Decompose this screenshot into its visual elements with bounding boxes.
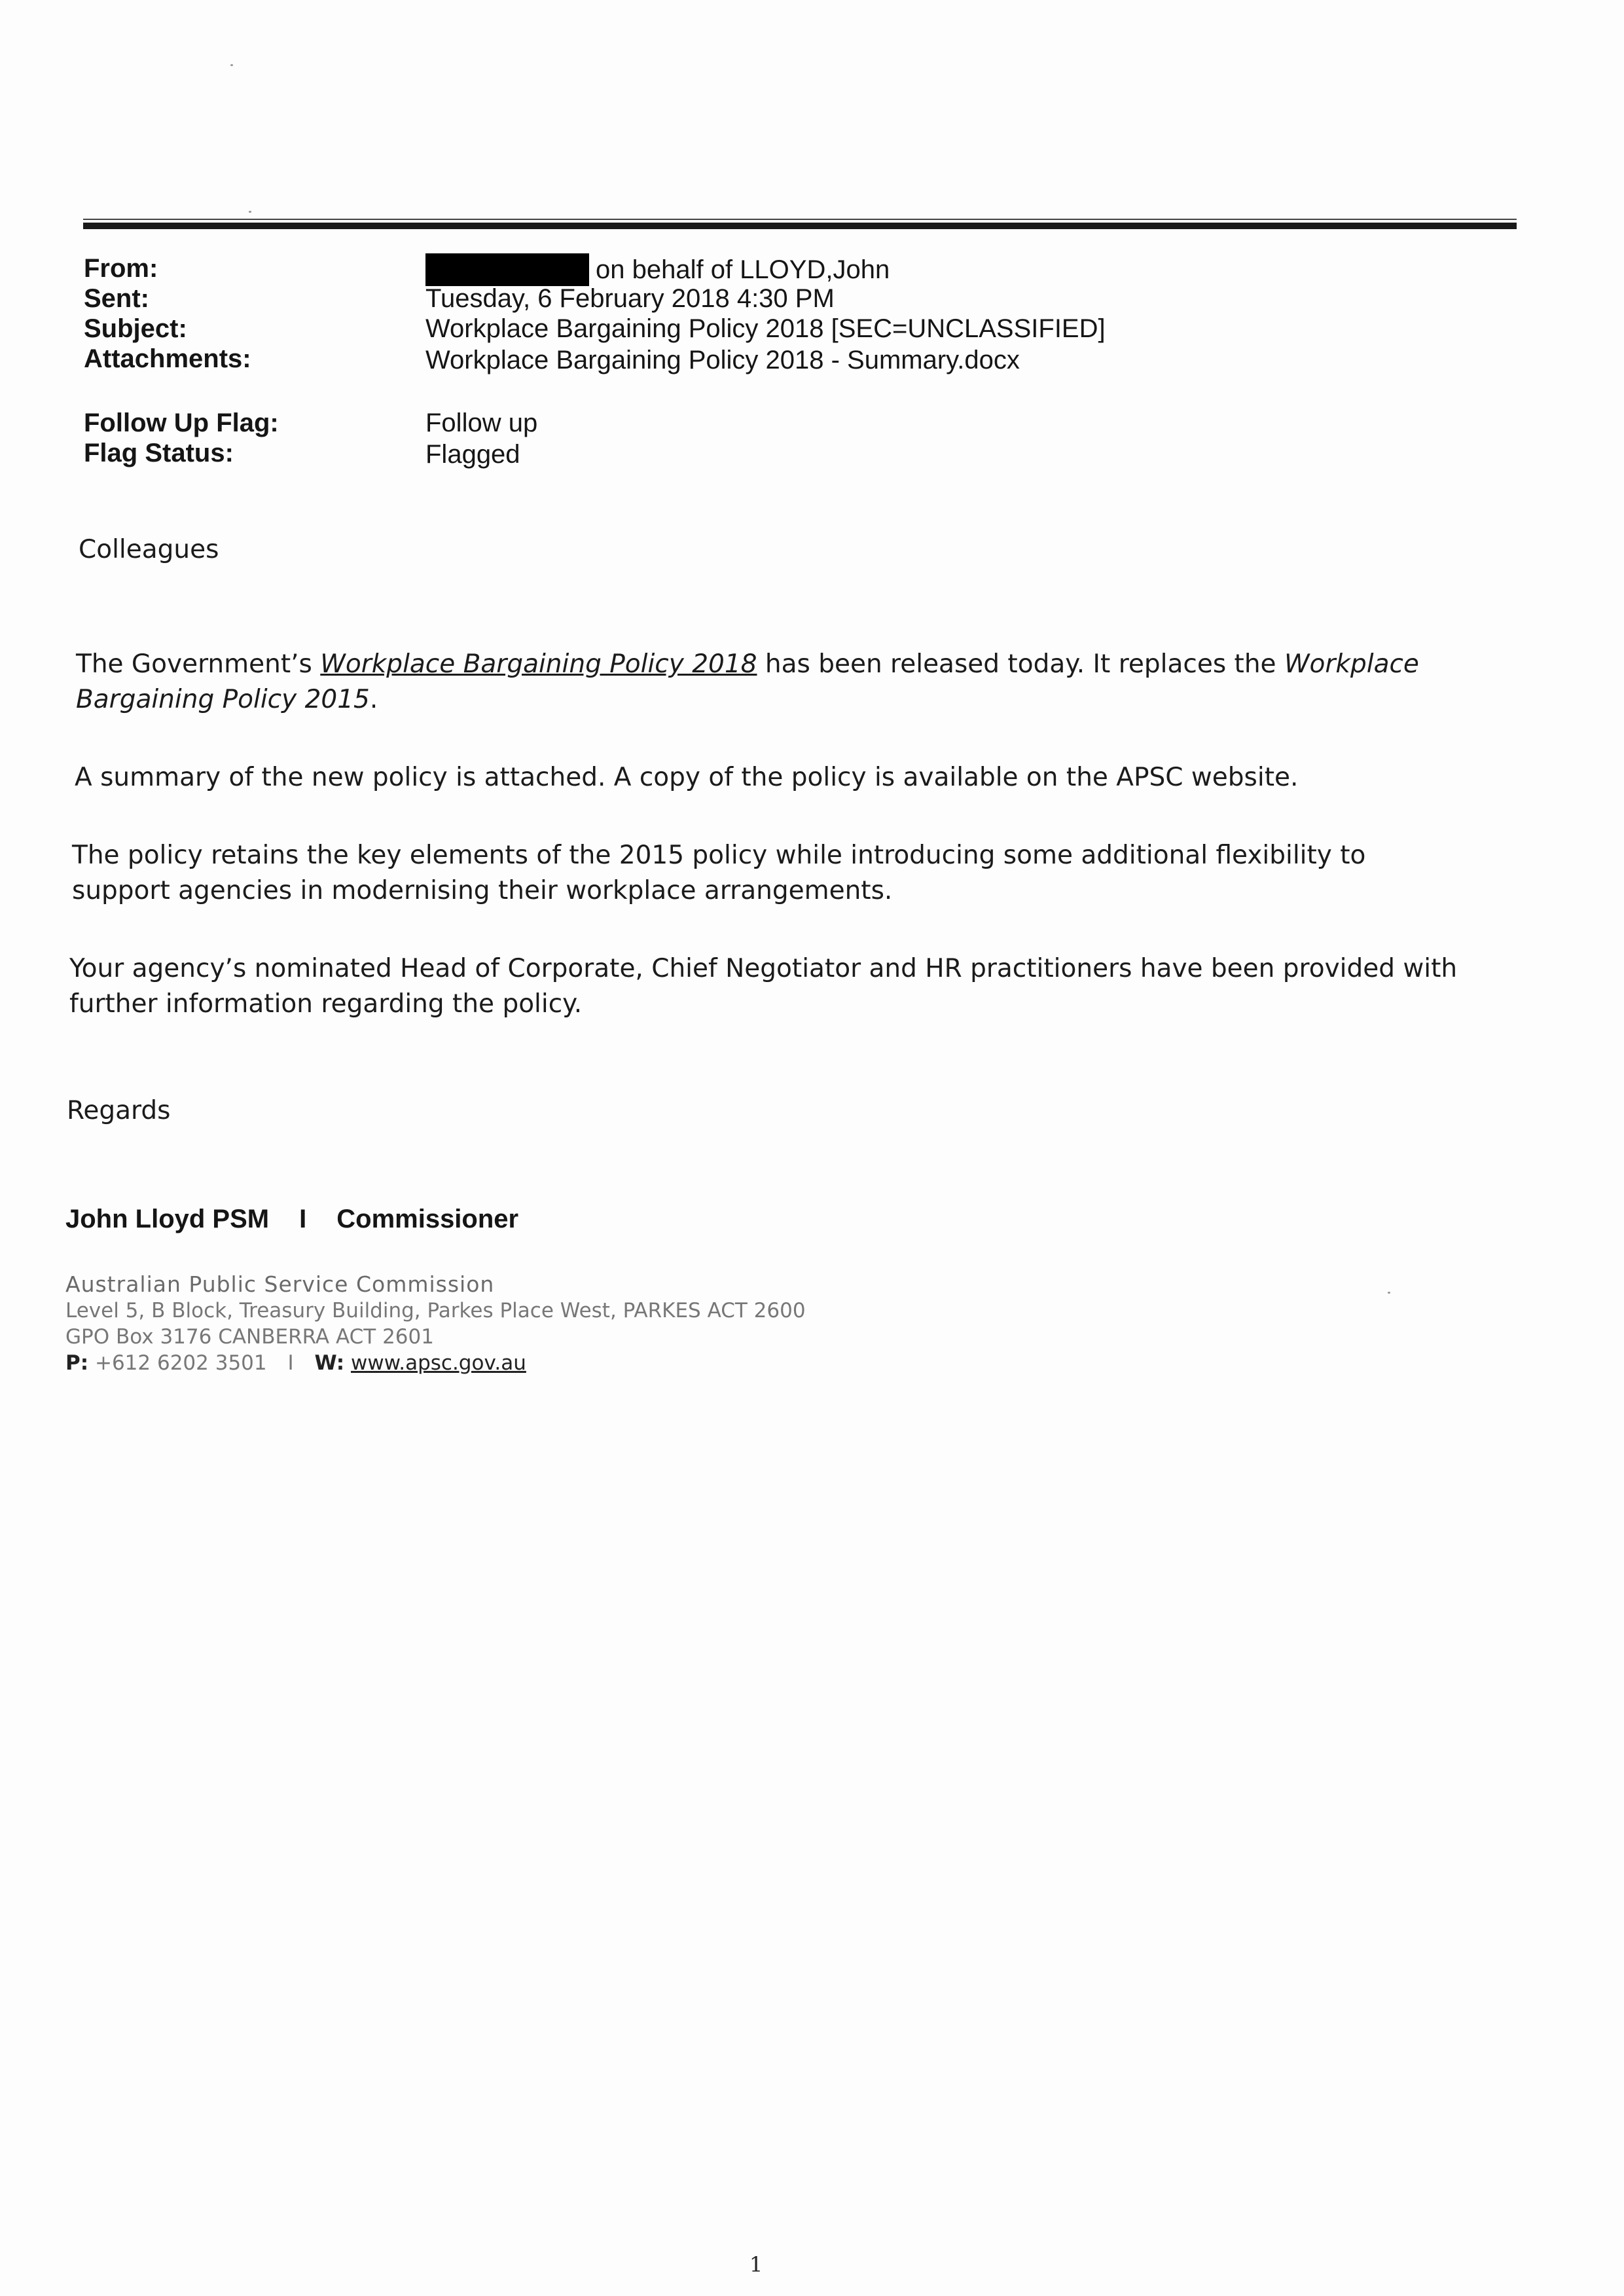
address-line-2: GPO Box 3176 CANBERRA ACT 2601	[65, 1325, 434, 1349]
address-line-1: Level 5, B Block, Treasury Building, Parkes Place West, PARKES ACT 2600	[65, 1299, 806, 1322]
phone-number: +612 6202 3501	[94, 1351, 267, 1375]
signature-separator: I	[299, 1205, 307, 1233]
sent-label: Sent:	[84, 284, 149, 313]
header-rule	[83, 223, 1517, 229]
contact-separator: I	[287, 1351, 294, 1375]
redaction-block	[425, 253, 589, 286]
contact-line	[65, 1350, 806, 1376]
paragraph-1	[76, 647, 1516, 718]
follow-up-flag-label: Follow Up Flag:	[84, 409, 279, 437]
scan-speck	[230, 64, 233, 66]
scan-speck	[249, 211, 251, 213]
from-value	[425, 253, 890, 286]
from-text: on behalf of LLOYD,John	[596, 255, 890, 284]
organisation-name: Australian Public Service Commission	[65, 1271, 495, 1297]
paragraph-3: The policy retains the key elements of the 2015 policy while introducing some additional flexibility to support agencies in modernising their workplace arrangements.	[72, 841, 1366, 905]
flag-status-label: Flag Status:	[84, 439, 234, 467]
signature-name: John Lloyd PSM	[65, 1205, 270, 1233]
policy-2018-link[interactable]: Workplace Bargaining Policy 2018	[320, 649, 757, 679]
organisation-block	[65, 1271, 806, 1376]
website-link[interactable]: www.apsc.gov.au	[351, 1351, 526, 1375]
web-label: W:	[314, 1351, 345, 1375]
sent-value: Tuesday, 6 February 2018 4:30 PM	[425, 284, 835, 313]
attachments-value[interactable]: Workplace Bargaining Policy 2018 - Summary.docx	[425, 346, 1020, 374]
page-number: 1	[749, 2252, 763, 2277]
attachments-label: Attachments:	[84, 344, 251, 373]
signature-title: Commissioner	[336, 1205, 519, 1233]
policy-2015-title: Workplace Bargaining Policy 2015	[76, 649, 1419, 714]
paragraph-2: A summary of the new policy is attached. A copy of the policy is available on the APSC website.	[75, 763, 1299, 792]
scan-speck	[1388, 1292, 1390, 1294]
signature-line	[65, 1205, 518, 1234]
subject-value: Workplace Bargaining Policy 2018 [SEC=UNCLASSIFIED]	[425, 314, 1106, 343]
flag-status-value: Flagged	[425, 440, 520, 469]
phone-label: P:	[65, 1351, 89, 1375]
p1-middle: has been released today. It replaces the	[757, 649, 1284, 679]
from-label: From:	[84, 254, 158, 283]
p1-prefix: The Government’s	[76, 649, 321, 679]
follow-up-flag-value: Follow up	[425, 409, 538, 437]
closing: Regards	[67, 1096, 171, 1125]
subject-label: Subject:	[84, 314, 187, 343]
paragraph-4: Your agency’s nominated Head of Corporate, Chief Negotiator and HR practitioners have been provided with further information regarding the policy.	[69, 954, 1458, 1019]
greeting: Colleagues	[79, 535, 219, 564]
header-rule-thin	[83, 219, 1517, 220]
p1-suffix: .	[369, 685, 378, 714]
